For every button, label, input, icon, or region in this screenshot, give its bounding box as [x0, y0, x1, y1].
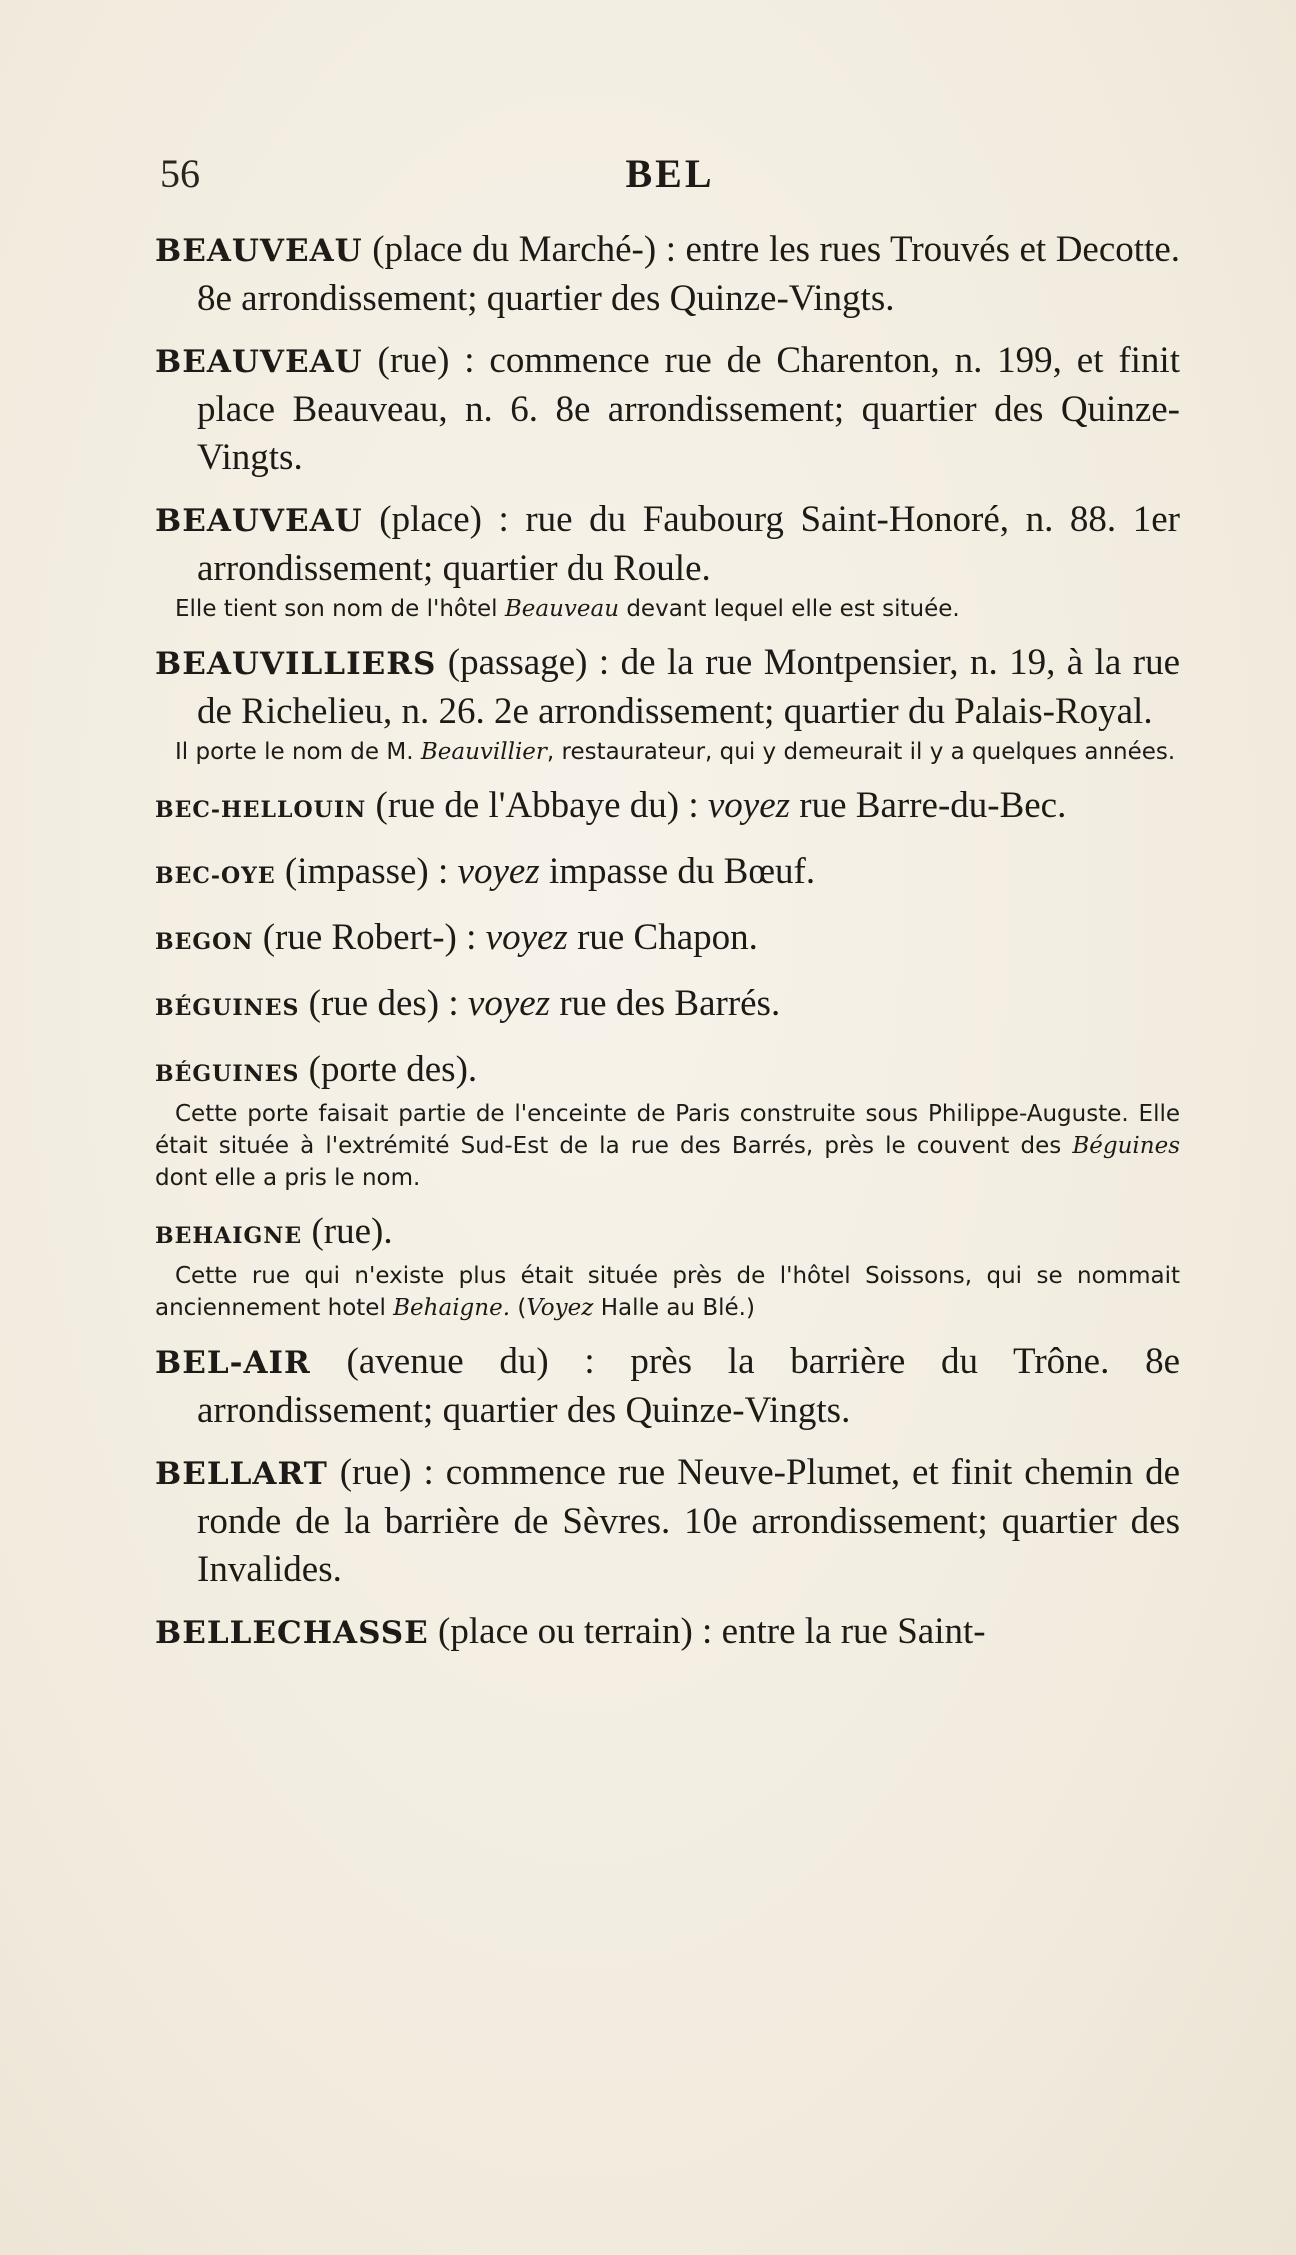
- entry-text: [155, 782, 1180, 834]
- note-text: , restaurateur, qui y demeurait il y a quelques années.: [546, 739, 1176, 765]
- entry-note: [155, 1260, 1180, 1324]
- entry-headword: BEL-AIR: [155, 1345, 311, 1381]
- entry-body: impasse du Bœuf.: [539, 851, 816, 892]
- entry-text: [155, 337, 1180, 482]
- entry-beauveau-place-marche: [155, 226, 1180, 323]
- entry-italic: voyez: [457, 851, 540, 892]
- entry-headword: BELLART: [155, 1456, 328, 1492]
- entry-note: [155, 1098, 1180, 1194]
- entry-italic: voyez: [467, 983, 551, 1024]
- entry-headword: BELLECHASSE: [155, 1615, 429, 1651]
- entry-behaigne: [155, 1208, 1180, 1324]
- entry-body: rue des Barrés.: [550, 983, 781, 1024]
- entry-begon: [155, 914, 1180, 966]
- entry-headword: BEAUVEAU: [155, 344, 363, 380]
- entry-body: (avenue du) : près la barrière du Trône. 8e arrondissement; quartier des Quinze-Vingts.: [197, 1341, 1180, 1431]
- entry-beguines-porte: [155, 1046, 1180, 1194]
- entry-body: (rue des) :: [299, 983, 468, 1024]
- entry-beguines-rue: [155, 980, 1180, 1032]
- entry-text: [155, 496, 1180, 593]
- entry-body: (rue de l'Abbaye du) :: [366, 785, 708, 826]
- entry-body: (porte des).: [299, 1049, 478, 1090]
- entry-body: (rue) : commence rue de Charenton, n. 199, et finit place Beauveau, n. 6. 8e arrondissement; quartier des Quinze-Vingts.: [197, 340, 1180, 478]
- note-text: Halle au Blé.): [593, 1295, 755, 1321]
- note-text: Il porte le nom de M.: [175, 739, 421, 765]
- entry-italic: voyez: [485, 917, 568, 958]
- entry-body: (rue).: [302, 1211, 393, 1252]
- entry-headword: BEAUVILLIERS: [155, 646, 437, 682]
- entry-headword: BEAUVEAU: [155, 503, 363, 539]
- note-text: Cette porte faisait partie de l'enceinte de Paris construite sous Philippe-Auguste. Elle était située à l'extrémité Sud-Est de la rue des Barrés, près le couvent des: [155, 1101, 1180, 1159]
- entry-headword: BEGON: [155, 929, 254, 955]
- note-italic: Behaigne.: [393, 1295, 511, 1321]
- entry-body: (passage) : de la rue Montpensier, n. 19, à la rue de Richelieu, n. 26. 2e arrondissement; quartier du Palais-Royal.: [197, 642, 1180, 732]
- entry-body: (rue Robert-) :: [253, 917, 486, 958]
- entry-bellart: [155, 1449, 1180, 1594]
- entry-text: [155, 1338, 1180, 1435]
- entry-beauveau-rue: [155, 337, 1180, 482]
- entry-text: [155, 914, 1180, 966]
- entry-body: (place du Marché-) : entre les rues Trouvés et Decotte. 8e arrondissement; quartier des Quinze-Vingts.: [197, 229, 1180, 319]
- entry-headword: BEC-HELLOUIN: [155, 797, 367, 823]
- entry-note: [155, 593, 1180, 625]
- entry-body: (place ou terrain) : entre la rue Saint-: [428, 1611, 986, 1652]
- entry-text: [155, 639, 1180, 736]
- entry-text: [155, 226, 1180, 323]
- entry-headword: BÉGUINES: [155, 1061, 300, 1087]
- note-italic: Beauvillier: [420, 739, 547, 765]
- entry-body: (impasse) :: [275, 851, 458, 892]
- entry-note: [155, 736, 1180, 768]
- text-column: [155, 226, 1180, 1671]
- page-number: 56: [160, 151, 200, 196]
- entry-text: [155, 1208, 1180, 1260]
- entry-text: [155, 1046, 1180, 1098]
- entry-beauveau-place: [155, 496, 1180, 625]
- entry-italic: voyez: [707, 785, 791, 826]
- entry-text: [155, 1449, 1180, 1594]
- entry-headword: BEC-OYE: [155, 863, 276, 889]
- entry-headword: BEAUVEAU: [155, 233, 363, 269]
- entry-body: (place) : rue du Faubourg Saint-Honoré, n. 88. 1er arrondissement; quartier du Roule.: [197, 499, 1180, 589]
- note-text: dont elle a pris le nom.: [155, 1165, 421, 1191]
- note-italic: Béguines: [1072, 1133, 1180, 1159]
- entry-bellechasse: [155, 1608, 1180, 1657]
- entry-text: [155, 980, 1180, 1032]
- entry-bec-hellouin: [155, 782, 1180, 834]
- entry-headword: BEHAIGNE: [155, 1223, 303, 1249]
- note-text: Elle tient son nom de l'hôtel: [175, 596, 505, 622]
- note-italic: Beauveau: [504, 596, 620, 622]
- running-head: BEL: [625, 151, 715, 196]
- entry-body: rue Chapon.: [567, 917, 758, 958]
- entry-beauvilliers: [155, 639, 1180, 768]
- entry-text: [155, 848, 1180, 900]
- note-italic: Voyez: [526, 1295, 594, 1321]
- note-text: Cette rue qui n'existe plus était située près de l'hôtel Soissons, qui se nommait anciennement hotel: [155, 1263, 1180, 1321]
- entry-headword: BÉGUINES: [155, 995, 300, 1021]
- entry-body: rue Barre-du-Bec.: [790, 785, 1067, 826]
- note-text: devant lequel elle est située.: [619, 596, 960, 622]
- entry-text: [155, 1608, 1180, 1657]
- entry-bec-oye: [155, 848, 1180, 900]
- page-header: [160, 150, 1180, 200]
- note-text: (: [510, 1295, 527, 1321]
- entry-bel-air: [155, 1338, 1180, 1435]
- entry-body: (rue) : commence rue Neuve-Plumet, et finit chemin de ronde de la barrière de Sèvres. 10e arrondissement; quartier des Invalides.: [197, 1452, 1180, 1590]
